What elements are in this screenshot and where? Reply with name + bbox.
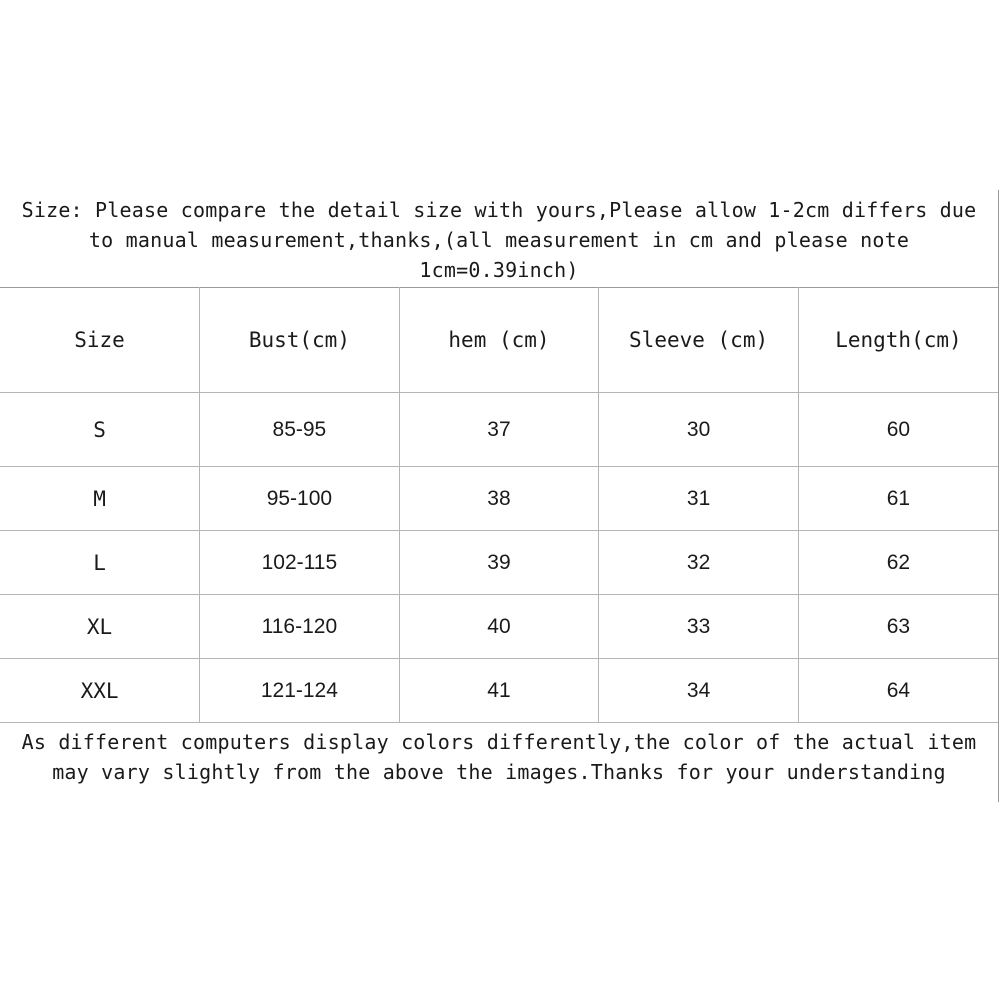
cell-length: 63 xyxy=(798,595,998,659)
cell-length: 61 xyxy=(798,467,998,531)
header-hem: hem (cm) xyxy=(399,288,599,393)
table-row xyxy=(0,467,998,531)
cell-bust: 121-124 xyxy=(200,659,400,723)
cell-sleeve: 31 xyxy=(599,467,799,531)
cell-hem: 40 xyxy=(399,595,599,659)
table-header-row xyxy=(0,288,998,393)
table-row xyxy=(0,393,998,467)
cell-bust: 116-120 xyxy=(200,595,400,659)
cell-sleeve: 33 xyxy=(599,595,799,659)
cell-size: S xyxy=(0,393,200,467)
cell-length: 62 xyxy=(798,531,998,595)
cell-bust: 102-115 xyxy=(200,531,400,595)
cell-sleeve: 30 xyxy=(599,393,799,467)
header-size: Size xyxy=(0,288,200,393)
cell-size: M xyxy=(0,467,200,531)
cell-size: XL xyxy=(0,595,200,659)
color-disclaimer: As different computers display colors differently,the color of the actual item may vary slightly from the above the images.Thanks for your understanding xyxy=(21,730,977,784)
header-sleeve: Sleeve (cm) xyxy=(599,288,799,393)
chart-right-border xyxy=(998,190,999,802)
cell-bust: 85-95 xyxy=(200,393,400,467)
cell-bust: 95-100 xyxy=(200,467,400,531)
cell-length: 60 xyxy=(798,393,998,467)
table-row xyxy=(0,531,998,595)
table-row xyxy=(0,659,998,723)
size-note: Size: Please compare the detail size with yours,Please allow 1-2cm differs due to manual measurement,thanks,(all measurement in cm and please note 1cm=0.39inch) xyxy=(21,198,977,282)
size-chart xyxy=(0,190,1002,810)
cell-size: L xyxy=(0,531,200,595)
header-bust: Bust(cm) xyxy=(200,288,400,393)
table-row xyxy=(0,595,998,659)
cell-hem: 39 xyxy=(399,531,599,595)
cell-sleeve: 34 xyxy=(599,659,799,723)
size-table xyxy=(0,287,998,723)
cell-sleeve: 32 xyxy=(599,531,799,595)
cell-hem: 38 xyxy=(399,467,599,531)
header-length: Length(cm) xyxy=(798,288,998,393)
cell-hem: 37 xyxy=(399,393,599,467)
cell-size: XXL xyxy=(0,659,200,723)
cell-hem: 41 xyxy=(399,659,599,723)
cell-length: 64 xyxy=(798,659,998,723)
